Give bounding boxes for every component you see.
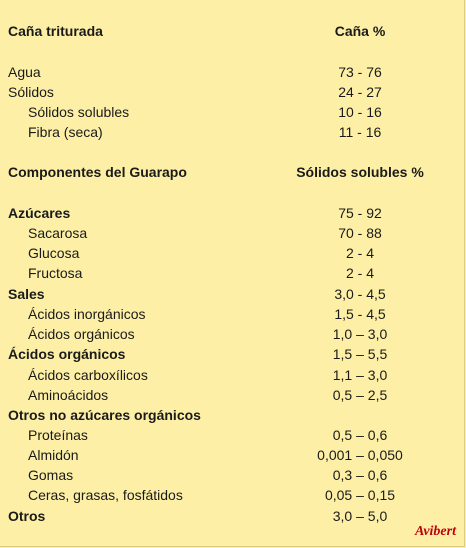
row-label: Otros: [8, 508, 46, 524]
header-label: Caña triturada: [8, 23, 103, 39]
row-value: 70 - 88: [338, 225, 382, 241]
row-label: Aminoácidos: [28, 387, 109, 403]
row-label: Ácidos orgánicos: [28, 326, 135, 342]
row-label: Almidón: [28, 447, 79, 463]
table-row: [0, 465, 466, 485]
row-value: 1,1 – 3,0: [332, 367, 388, 383]
row-value: 10 - 16: [338, 104, 382, 120]
table-row: [0, 62, 466, 82]
row-value: 1,5 – 5,5: [332, 346, 388, 362]
table-row: [0, 445, 466, 465]
table-row: [0, 506, 466, 526]
row-value: 11 - 16: [338, 124, 382, 140]
row-label: Sales: [8, 286, 45, 302]
row-label: Ácidos orgánicos: [8, 346, 126, 362]
table-row: [0, 263, 466, 283]
row-value: 75 - 92: [338, 205, 382, 221]
row-label: Sólidos: [8, 84, 54, 100]
header-row-cana: [0, 21, 466, 41]
row-value: 2 - 4: [345, 265, 374, 281]
row-value: 0,3 – 0,6: [332, 467, 388, 483]
row-value: 2 - 4: [345, 245, 374, 261]
table-row: [0, 365, 466, 385]
table-row: [0, 385, 466, 405]
row-value: 1,0 – 3,0: [332, 326, 388, 342]
row-label: Fructosa: [28, 265, 83, 281]
table-row: [0, 223, 466, 243]
table-row: [0, 405, 466, 425]
row-value: 24 - 27: [338, 84, 382, 100]
table-row: [0, 344, 466, 364]
table-row: [0, 82, 466, 102]
header-value: Caña %: [334, 23, 386, 39]
row-value: 1,5 - 4,5: [334, 306, 386, 322]
row-value: 0,001 – 0,050: [317, 447, 403, 463]
table-row: [0, 284, 466, 304]
table-row: [0, 485, 466, 505]
row-label: Ceras, grasas, fosfátidos: [28, 487, 183, 503]
table-row: [0, 203, 466, 223]
row-label: Fibra (seca): [28, 124, 103, 140]
header-label: Componentes del Guarapo: [8, 164, 187, 180]
table-row: [0, 102, 466, 122]
author-signature: Avibert: [415, 524, 456, 539]
row-label: Sólidos solubles: [28, 104, 130, 120]
header-value: Sólidos solubles %: [296, 164, 424, 180]
row-label: Ácidos carboxílicos: [28, 367, 148, 383]
row-label: Otros no azúcares orgánicos: [8, 407, 201, 423]
row-value: 0,05 – 0,15: [324, 487, 396, 503]
table-row: [0, 122, 466, 142]
row-value: 3,0 - 4,5: [334, 286, 386, 302]
row-label: Agua: [8, 64, 41, 80]
table-row: [0, 243, 466, 263]
row-value: 0,5 – 0,6: [332, 427, 388, 443]
row-label: Ácidos inorgánicos: [28, 306, 146, 322]
table-row: [0, 304, 466, 324]
row-value: 3,0 – 5,0: [332, 508, 388, 524]
row-value: 0,5 – 2,5: [332, 387, 388, 403]
row-label: Proteínas: [28, 427, 88, 443]
row-label: Glucosa: [28, 245, 80, 261]
header-row-guarapo: [0, 162, 466, 182]
row-label: Gomas: [28, 467, 74, 483]
table-row: [0, 425, 466, 445]
row-label: Azúcares: [8, 205, 71, 221]
row-value: 73 - 76: [338, 64, 382, 80]
row-label: Sacarosa: [28, 225, 88, 241]
table-row: [0, 324, 466, 344]
